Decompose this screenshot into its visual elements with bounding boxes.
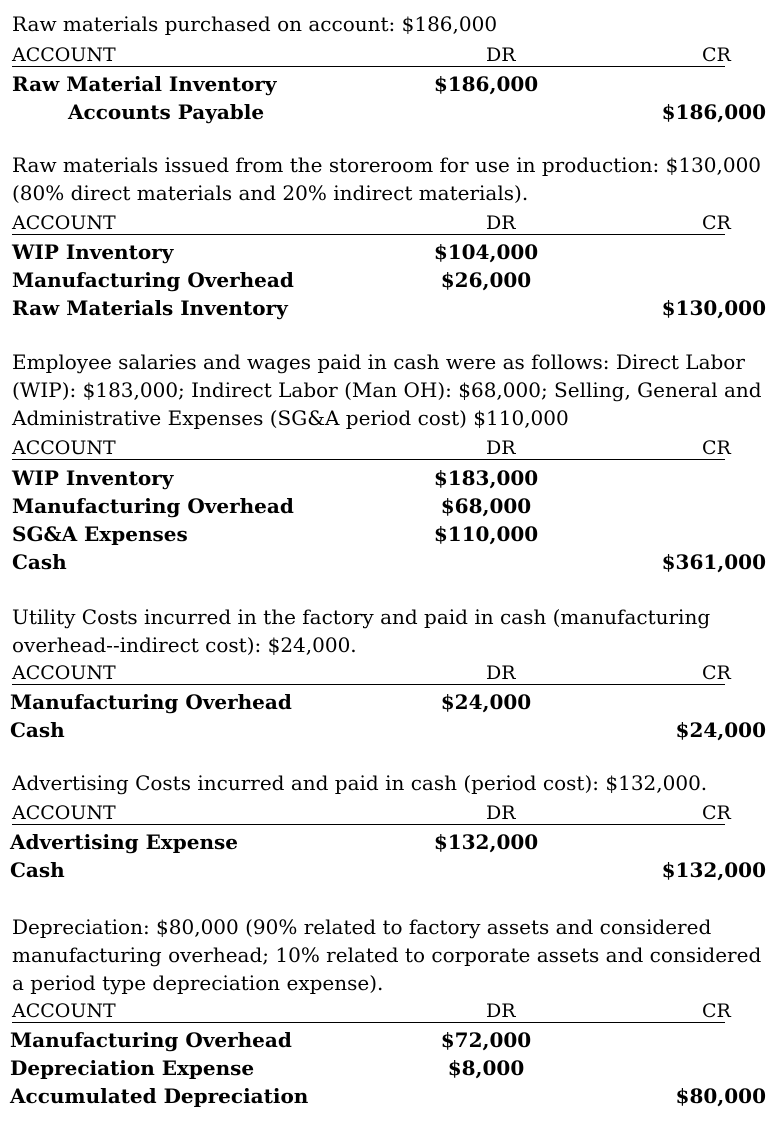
credit-amount: $80,000: [675, 1084, 766, 1108]
entry-header: [12, 662, 767, 686]
entry-description-line: Raw materials issued from the storeroom for use in production: $130,000: [12, 153, 762, 177]
header-rule: [12, 66, 725, 67]
entry-line: [0, 294, 770, 322]
entry-description: [12, 603, 767, 659]
debit-amount: $132,000: [433, 830, 539, 854]
entry-description: [12, 913, 767, 997]
header-dr-label: DR: [486, 437, 516, 459]
debit-amount: $110,000: [433, 522, 539, 546]
entry-line: [0, 1082, 770, 1110]
credit-amount: $24,000: [675, 718, 766, 742]
entry-line: [0, 492, 770, 520]
entry-description-line: overhead--indirect cost): $24,000.: [12, 633, 357, 657]
header-rule: [12, 459, 725, 460]
account-name: Manufacturing Overhead: [12, 268, 294, 292]
account-name: Cash: [12, 550, 67, 574]
account-name: Raw Material Inventory: [12, 72, 277, 96]
account-name: Raw Materials Inventory: [12, 296, 288, 320]
entry-line: [0, 520, 770, 548]
entry-description: [12, 10, 767, 38]
header-account-label: ACCOUNT: [12, 44, 116, 66]
header-account-label: ACCOUNT: [12, 437, 116, 459]
account-name: Manufacturing Overhead: [10, 1028, 292, 1052]
debit-amount: $72,000: [440, 1028, 532, 1052]
entry-description-line: (WIP): $183,000; Indirect Labor (Man OH): $68,000; Selling, General and: [12, 378, 762, 402]
header-rule: [12, 824, 725, 825]
header-cr-label: CR: [702, 802, 731, 824]
entry-description-line: Employee salaries and wages paid in cash were as follows: Direct Labor: [12, 350, 745, 374]
entry-description: [12, 151, 767, 207]
credit-amount: $186,000: [661, 100, 766, 124]
credit-amount: $132,000: [661, 858, 766, 882]
entry-line: [0, 238, 770, 266]
entry-description-line: a period type depreciation expense).: [12, 971, 384, 995]
account-name: Accumulated Depreciation: [10, 1084, 309, 1108]
header-dr-label: DR: [486, 212, 516, 234]
header-cr-label: CR: [702, 1000, 731, 1022]
header-cr-label: CR: [702, 437, 731, 459]
credit-amount: $130,000: [661, 296, 766, 320]
entry-line: [0, 548, 770, 576]
credit-amount: $361,000: [661, 550, 766, 574]
account-name: Depreciation Expense: [10, 1056, 255, 1080]
header-dr-label: DR: [486, 1000, 516, 1022]
entry-description-line: Utility Costs incurred in the factory and paid in cash (manufacturing: [12, 605, 711, 629]
header-account-label: ACCOUNT: [12, 802, 116, 824]
entry-line: [0, 1054, 770, 1082]
entry-line: [0, 266, 770, 294]
header-dr-label: DR: [486, 662, 516, 684]
entry-line: [0, 716, 770, 744]
entry-header: [12, 44, 767, 68]
entry-header: [12, 212, 767, 236]
entry-header: [12, 802, 767, 826]
header-cr-label: CR: [702, 662, 731, 684]
account-name: Manufacturing Overhead: [10, 690, 292, 714]
header-account-label: ACCOUNT: [12, 662, 116, 684]
entry-header: [12, 1000, 767, 1024]
account-name: WIP Inventory: [12, 240, 174, 264]
entry-line: [0, 464, 770, 492]
debit-amount: $8,000: [447, 1056, 525, 1080]
debit-amount: $186,000: [433, 72, 539, 96]
entry-line: [0, 1026, 770, 1054]
entry-description: [12, 348, 767, 432]
debit-amount: $183,000: [433, 466, 539, 490]
header-rule: [12, 234, 725, 235]
entry-description-line: manufacturing overhead; 10% related to corporate assets and considered: [12, 943, 762, 967]
account-name: Cash: [10, 858, 65, 882]
account-name: Accounts Payable: [68, 100, 265, 124]
header-rule: [12, 684, 725, 685]
entry-description: [12, 769, 767, 797]
header-cr-label: CR: [702, 212, 731, 234]
debit-amount: $26,000: [440, 268, 532, 292]
debit-amount: $104,000: [433, 240, 539, 264]
account-name: Advertising Expense: [10, 830, 238, 854]
entry-description-line: (80% direct materials and 20% indirect materials).: [12, 181, 529, 205]
entry-header: [12, 437, 767, 461]
header-cr-label: CR: [702, 44, 731, 66]
debit-amount: $68,000: [440, 494, 532, 518]
account-name: WIP Inventory: [12, 466, 174, 490]
debit-amount: $24,000: [440, 690, 532, 714]
entry-line: [0, 856, 770, 884]
entry-description-line: Advertising Costs incurred and paid in cash (period cost): $132,000.: [12, 771, 708, 795]
entry-description-line: Administrative Expenses (SG&A period cost) $110,000: [12, 406, 569, 430]
account-name: Cash: [10, 718, 65, 742]
header-account-label: ACCOUNT: [12, 1000, 116, 1022]
header-dr-label: DR: [486, 44, 516, 66]
account-name: SG&A Expenses: [12, 522, 188, 546]
header-dr-label: DR: [486, 802, 516, 824]
header-account-label: ACCOUNT: [12, 212, 116, 234]
entry-line: [0, 98, 770, 126]
entry-description-line: Depreciation: $80,000 (90% related to factory assets and considered: [12, 915, 712, 939]
entry-line: [0, 828, 770, 856]
header-rule: [12, 1022, 725, 1023]
entry-line: [0, 70, 770, 98]
account-name: Manufacturing Overhead: [12, 494, 294, 518]
entry-description-line: Raw materials purchased on account: $186,000: [12, 12, 498, 36]
entry-line: [0, 688, 770, 716]
